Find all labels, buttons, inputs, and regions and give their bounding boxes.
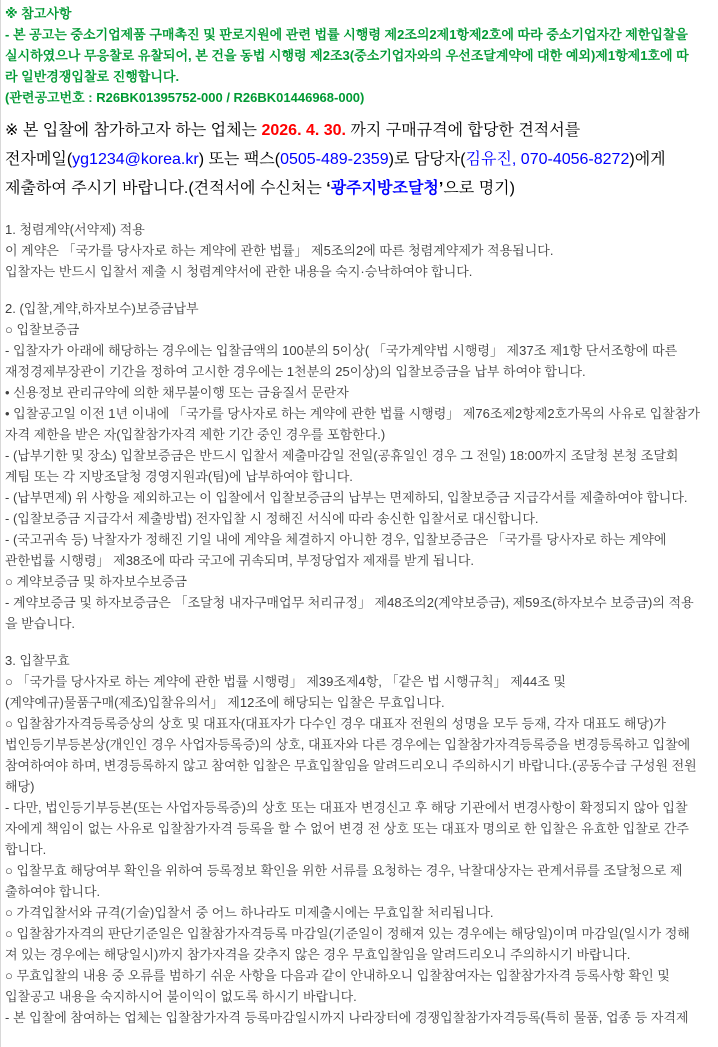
text-line: ○ 가격입찰서와 규격(기술)입찰서 중 어느 하나라도 미제출시에는 무효입찰 처리됩니다.: [5, 905, 494, 920]
text-line: [5, 174, 718, 203]
text-segment: ‘: [326, 180, 331, 197]
text-line: - 본 입찰에 참여하는 업체는 입찰참가자격 등록마감일시까지 나라장터에 경쟁입찰참가자격등록(특히 물품, 업종 등 자격제: [5, 1010, 689, 1025]
text-line: ※ 참고사항: [5, 6, 72, 21]
text-line: 자격 제한을 받은 자(입찰참가자격 제한 기간 중인 경우를 포함한다.): [5, 427, 386, 442]
text-line: - (국고귀속 등) 낙찰자가 정해진 기일 내에 계약을 체결하지 아니한 경우, 입찰보증금은 「국가를 당사자로 하는 계약에: [5, 532, 667, 547]
text-line: ○ 입찰참가자격등록증상의 상호 및 대표자(대표자가 다수인 경우 대표자 전원의 성명을 모두 등재, 각자 대표도 해당)가: [5, 716, 666, 731]
text-line: ○ 계약보증금 및 하자보수보증금: [5, 574, 187, 589]
text-line: ○ 입찰보증금: [5, 322, 80, 337]
quote-request-block: [5, 116, 718, 203]
text-line: • 입찰공고일 이전 1년 이내에 「국가를 당사자로 하는 계약에 관한 법률 시행령」 제76조제2항제2호가목의 사유로 입찰참가: [5, 406, 700, 421]
text-segment: )에게: [629, 151, 666, 168]
reference-note-block: [5, 3, 718, 108]
text-segment: )로 담당자(: [388, 151, 466, 168]
text-line: 져 있는 경우에는 해당일시)까지 참가자격을 갖추지 않은 경우 무효입찰임을 알려드리오니 주의하시기 바랍니다.: [5, 947, 631, 962]
text-line: 출하여야 합니다.: [5, 884, 101, 899]
text-line: ○ 「국가를 당사자로 하는 계약에 관한 법률 시행령」 제39조제4항, 「같은 법 시행규칙」 제44조 및: [5, 674, 566, 689]
text-line: 참여하여야 하며, 변경등록하지 않고 참여한 입찰은 무효입찰임을 알려드리오니 주의하시기 바랍니다.(공동수급 구성원 전원: [5, 758, 697, 773]
text-line: ○ 입찰참가자격의 판단기준일은 입찰참가자격등록 마감일(기준일이 정해져 있는 경우에는 해당일)이며 마감일(일시가 정해: [5, 926, 690, 941]
text-line: - 다만, 법인등기부등본(또는 사업자등록증)의 상호 또는 대표자 변경신고 후 해당 기관에서 변경사항이 확정되지 않아 입찰: [5, 800, 688, 815]
text-segment: ) 또는 팩스(: [198, 151, 281, 168]
text-line: 법인등기부등본상(개인인 경우 사업자등록증)의 상호, 대표자와 다른 경우에는 입찰참가자격등록증을 변경등록하고 입찰에: [5, 737, 691, 752]
text-line: (관련공고번호 : R26BK01395752-000 / R26BK01446968-000): [5, 90, 365, 105]
text-line: (계약예규)물품구매(제조)입찰유의서」 제12조에 해당되는 입찰은 무효입니다.: [5, 695, 445, 710]
text-line: [5, 145, 718, 174]
text-line: 해당): [5, 779, 35, 794]
text-line: 재정경제부장관이 기간을 정하여 고시한 경우에는 1천분의 25이상)의 입찰보증금을 납부 하여야 합니다.: [5, 364, 586, 379]
text-line: 관한법률 시행령」 제38조에 따라 국고에 귀속되며, 부정당업자 제재를 받게 됩니다.: [5, 553, 475, 568]
text-line: 자에게 책임이 없는 사유로 입찰참가자격 등록을 할 수 없어 변경 전 상호 또는 대표자 명의로 한 입찰은 유효한 입찰로 간주: [5, 821, 689, 836]
contact-info: 김유진, 070-4056-8272: [465, 151, 630, 168]
text-line: - 계약보증금 및 하자보증금은 「조달청 내자구매업무 처리규정」 제48조의2(계약보증금), 제59조(하자보수 보증금)의 적용: [5, 595, 694, 610]
text-line: 1. 청렴계약(서약제) 적용: [5, 222, 145, 237]
text-segment: 전자메일(: [5, 151, 73, 168]
text-line: - 본 공고는 중소기업제품 구매촉진 및 판로지원에 관련 법률 시행령 제2조의2제1항제2호에 따라 중소기업자간 제한입찰을: [5, 27, 688, 42]
section-invalid-bids: [5, 650, 718, 1028]
text-line: 2. (입찰,계약,하자보수)보증금납부: [5, 301, 199, 316]
text-line: - (납부기한 및 장소) 입찰보증금은 반드시 입찰서 제출마감일 전일(공휴일인 경우 그 전일) 18:00까지 조달청 본청 조달회: [5, 448, 679, 463]
office-name: 광주지방조달청: [330, 180, 439, 197]
text-line: 입찰공고 내용을 숙지하시어 불이익이 없도록 하시기 바랍니다.: [5, 989, 357, 1004]
section-deposit-payment: [5, 298, 718, 634]
text-line: 합니다.: [5, 842, 47, 857]
text-segment: ’: [438, 180, 444, 197]
text-line: ○ 입찰무효 해당여부 확인을 위하여 등록정보 확인을 위한 서류를 요청하는 경우, 낙찰대상자는 관계서류를 조달청으로 제: [5, 863, 683, 878]
text-line: 이 계약은 「국가를 당사자로 하는 계약에 관한 법률」 제5조의2에 따른 청렴계약제가 적용됩니다.: [5, 243, 554, 258]
deadline-date: 2026. 4. 30.: [261, 122, 346, 139]
text-segment: 까지 구매규격에 합당한 견적서를: [345, 122, 581, 139]
section-integrity-contract: [5, 219, 718, 282]
text-segment: 으로 명기): [443, 180, 515, 197]
text-line: - (입찰보증금 지급각서 제출방법) 전자입찰 시 정해진 서식에 따라 송신한 입찰서로 대신합니다.: [5, 511, 539, 526]
text-line: - 입찰자가 아래에 해당하는 경우에는 입찰금액의 100분의 5이상( 「국가계약법 시행령」 제37조 제1항 단서조항에 따른: [5, 343, 678, 358]
text-segment: 제출하여 주시기 바랍니다.(견적서에 수신처는: [5, 180, 327, 197]
text-line: 라 일반경쟁입찰로 진행합니다.: [5, 69, 180, 84]
text-line: 입찰자는 반드시 입찰서 제출 시 청렴계약서에 관한 내용을 숙지·승낙하여야 합니다.: [5, 264, 473, 279]
text-line: 실시하였으나 무응찰로 유찰되어, 본 건을 동법 시행령 제2조3(중소기업자와의 우선조달계약에 대한 예외)제1항제1호에 따: [5, 48, 689, 63]
text-line: 을 받습니다.: [5, 616, 76, 631]
text-line: 계팀 또는 각 지방조달청 경영지원과(팀)에 납부하여야 합니다.: [5, 469, 353, 484]
text-line: 3. 입찰무효: [5, 653, 70, 668]
text-line: [5, 116, 718, 145]
text-line: • 신용정보 관리규약에 의한 채무불이행 또는 금융질서 문란자: [5, 385, 349, 400]
text-line: ○ 무효입찰의 내용 중 오류를 범하기 쉬운 사항을 다음과 같이 안내하오니 입찰참여자는 입찰참가자격 등록사항 확인 및: [5, 968, 670, 983]
text-line: - (납부면제) 위 사항을 제외하고는 이 입찰에서 입찰보증금의 납부는 면제하되, 입찰보증금 지급각서를 제출하여야 합니다.: [5, 490, 688, 505]
email-text: yg1234@korea.kr: [72, 151, 199, 168]
text-segment: ※ 본 입찰에 참가하고자 하는 업체는: [5, 122, 262, 139]
fax-number: 0505-489-2359: [280, 151, 389, 168]
